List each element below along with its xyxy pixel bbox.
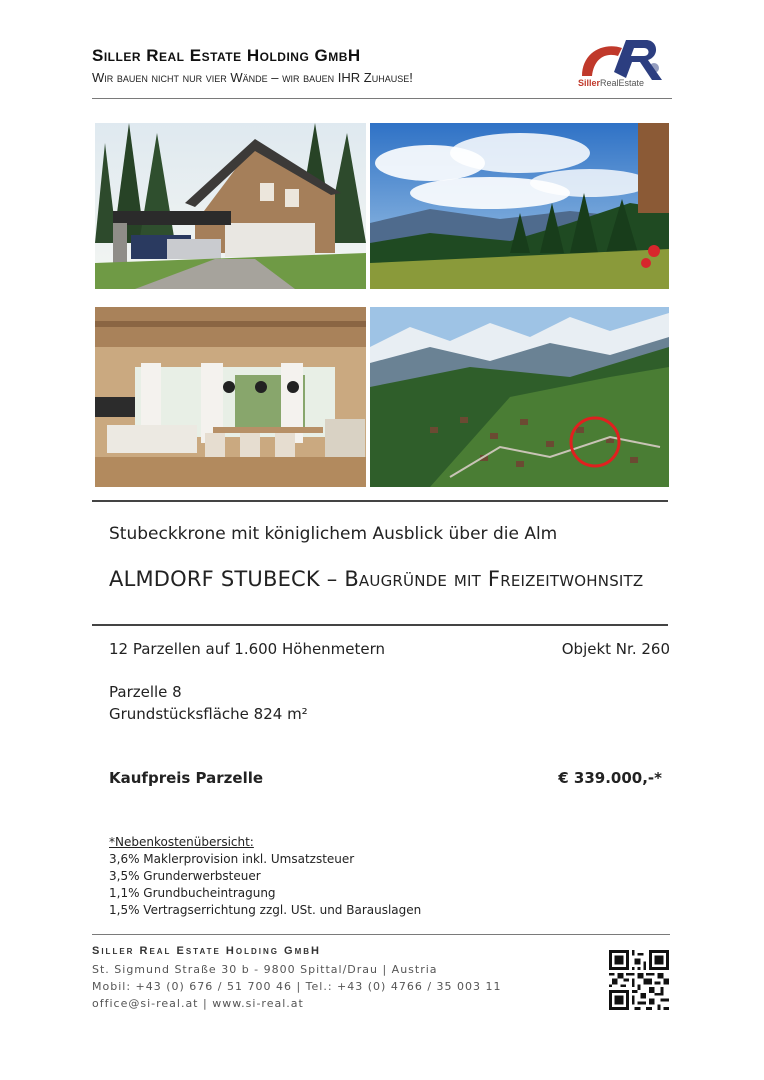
photo-wooden-interior <box>95 307 366 487</box>
photo-alpine-panorama <box>370 123 669 289</box>
parcel-area: Grundstücksfläche 824 m² <box>109 705 308 723</box>
footer-phone: Mobil: +43 (0) 676 / 51 700 46 | Tel.: +43 (0) 4766 / 35 003 11 <box>92 980 502 993</box>
costs-item: 1,1% Grundbucheintragung <box>109 886 276 900</box>
footer-company: Siller Real Estate Holding GmbH <box>92 945 321 957</box>
photo-aerial-village <box>370 307 669 487</box>
listing-subtitle: Stubeckkrone mit königlichem Ausblick über die Alm <box>109 524 558 544</box>
qr-code <box>609 950 669 1010</box>
object-number: Objekt Nr. 260 <box>561 640 670 658</box>
footer-divider <box>92 934 670 935</box>
costs-item: 3,6% Maklerprovision inkl. Umsatzsteuer <box>109 852 355 866</box>
price-value: € 339.000,-* <box>558 769 662 787</box>
photos-divider <box>92 500 668 502</box>
footer-web: office@si-real.at | www.si-real.at <box>92 997 304 1010</box>
costs-heading: *Nebenkostenübersicht: <box>109 835 254 849</box>
parcel-number: Parzelle 8 <box>109 683 182 701</box>
header-divider <box>92 98 672 99</box>
company-name: Siller Real Estate Holding GmbH <box>92 46 361 65</box>
logo-wordmark: SillerRealEstate <box>578 78 645 88</box>
listing-title: ALMDORF STUBECK – Baugründe mit Freizeitwohnsitz <box>109 567 644 591</box>
costs-item: 1,5% Vertragserrichtung zzgl. USt. und Barauslagen <box>109 903 422 917</box>
parcels-summary: 12 Parzellen auf 1.600 Höhenmetern <box>109 640 386 658</box>
footer-address: St. Sigmund Straße 30 b - 9800 Spittal/Drau | Austria <box>92 963 438 976</box>
photo-house-carport <box>95 123 366 289</box>
title-divider <box>92 624 668 626</box>
company-slogan: Wir bauen nicht nur vier Wände – wir bauen IHR Zuhause! <box>92 70 413 85</box>
additional-costs <box>109 834 421 919</box>
costs-item: 3,5% Grunderwerbsteuer <box>109 869 261 883</box>
price-label: Kaufpreis Parzelle <box>109 769 264 787</box>
